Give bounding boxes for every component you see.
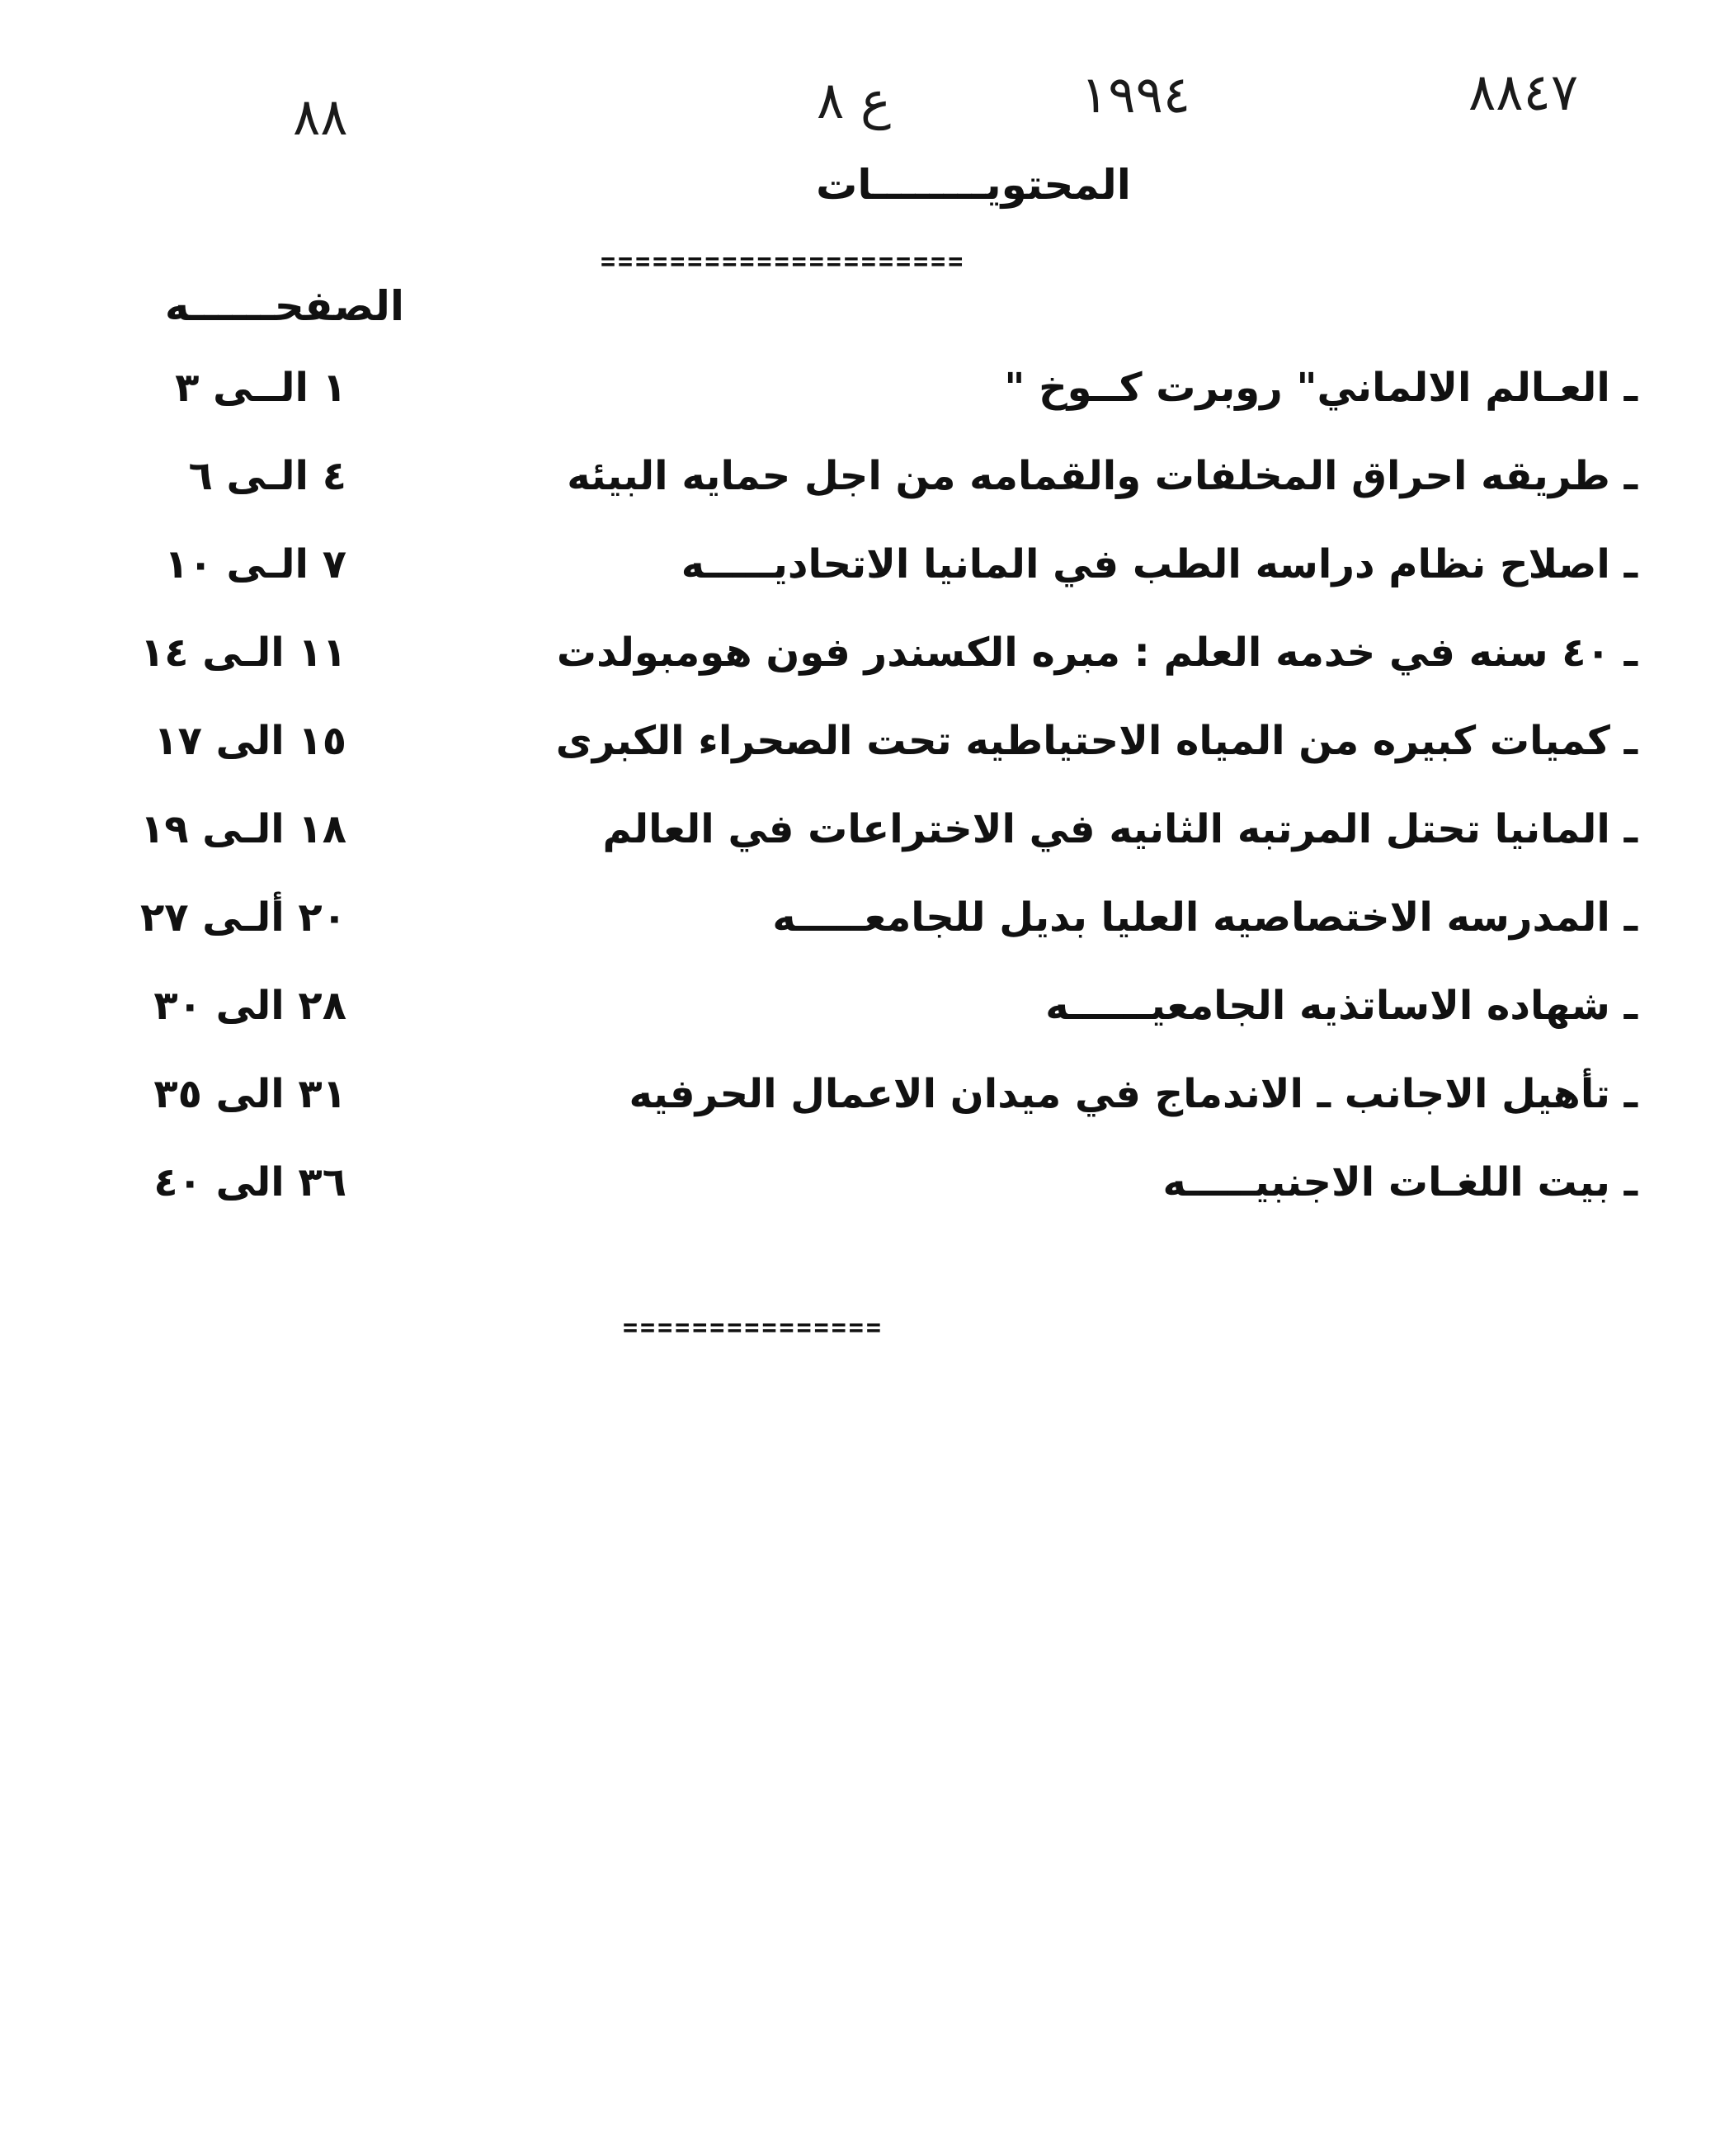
toc-row (0, 355, 1720, 443)
toc-entry-title: ـ اصلاح نظام دراسه الطب في المانيا الاتحاديـــــه (681, 541, 1638, 587)
toc-entry-pages: ٢٨ الى ٣٠ (153, 983, 346, 1029)
toc-entry-pages: ١٨ الـى ١٩ (139, 806, 346, 852)
toc-entry-pages: ٧ الـى ١٠ (164, 541, 346, 587)
toc-entry-title: ـ العـالم الالماني" روبرت كــوخ " (1004, 365, 1638, 411)
toc-entry-title: ـ طريقه احراق المخلفات والقمامه من اجل حمايه البيئه (567, 453, 1638, 499)
toc-row (0, 708, 1720, 796)
toc-entry-title: ـ تأهيل الاجانب ـ الاندماج في ميدان الاعمال الحرفيه (629, 1071, 1638, 1117)
top-divider: ===================== (601, 248, 966, 276)
toc-row (0, 885, 1720, 973)
toc-entry-pages: ٤ الـى ٦ (188, 453, 346, 499)
toc-entry-pages: ١ الــى ٣ (175, 365, 346, 411)
handwritten-year: ١٩٩٤ (1081, 64, 1191, 125)
toc-row (0, 1061, 1720, 1149)
toc-entry-title: ـ شهاده الاساتذيه الجامعيــــــه (1045, 983, 1638, 1029)
toc-entry-pages: ٣١ الى ٣٥ (153, 1071, 346, 1117)
toc-entry-title: ـ ٤٠ سنه في خدمه العلم : مبره الكسندر فون هومبولدت (556, 630, 1638, 676)
toc-row (0, 796, 1720, 885)
toc-entry-title: ـ كميات كبيره من المياه الاحتياطيه تحت الصحراء الكبرى (555, 718, 1638, 764)
toc-row (0, 1149, 1720, 1238)
toc-entry-pages: ١٥ الى ١٧ (153, 718, 346, 764)
toc-entry-title: ـ المدرسه الاختصاصيه العليا بديل للجامعـــــه (772, 894, 1638, 941)
page-title: المحتويــــــــات (816, 161, 1131, 209)
handwritten-left-mark: ٨٨ (293, 87, 348, 147)
page-column-heading: الصفحــــــه (164, 282, 404, 330)
toc-row (0, 531, 1720, 620)
toc-row (0, 973, 1720, 1061)
table-of-contents (0, 355, 1720, 1238)
toc-row (0, 443, 1720, 531)
handwritten-number: ٨٨٤٧ (1468, 62, 1579, 122)
toc-entry-pages: ١١ الـى ١٤ (139, 630, 346, 676)
toc-entry-pages: ٢٠ ألـى ٢٧ (139, 894, 346, 941)
toc-entry-title: ـ المانيا تحتل المرتبه الثانيه في الاختراعات في العالم (602, 806, 1638, 852)
handwritten-center-code: ع ٨ (817, 70, 892, 130)
toc-entry-pages: ٣٦ الى ٤٠ (153, 1159, 346, 1205)
toc-entry-title: ـ بيت اللغـات الاجنبيـــــه (1162, 1159, 1638, 1205)
toc-row (0, 620, 1720, 708)
bottom-divider: =============== (623, 1314, 884, 1342)
